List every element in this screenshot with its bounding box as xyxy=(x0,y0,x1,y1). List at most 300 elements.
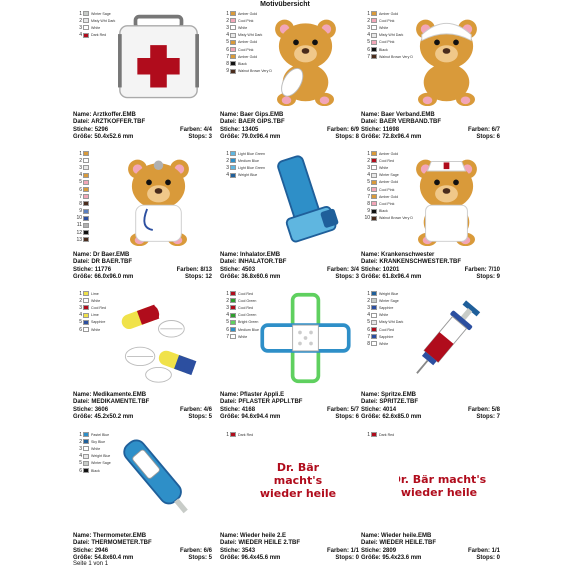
design-card xyxy=(73,431,216,563)
color-number: 9 xyxy=(79,208,82,215)
color-name: Sapphire xyxy=(379,305,394,310)
stitches-line: Stiche: 3606 Farben: 4/6 xyxy=(73,406,212,413)
color-name: Cool Pink xyxy=(379,18,395,23)
color-count: 3/4 xyxy=(350,266,359,273)
size-line: Größe: 94.6x94.4 mm Stops: 6 xyxy=(220,413,359,420)
file-line: Datei: SPRITZE.TBF xyxy=(361,399,419,406)
design-info xyxy=(220,533,363,562)
color-name: Light Blue Green xyxy=(238,165,265,170)
embroidery-text-line: Dr. Bär macht's xyxy=(399,473,487,486)
color-box xyxy=(83,223,89,228)
design-size: 66.0x96.0 mm xyxy=(94,273,134,280)
color-name: Cool Pink xyxy=(238,18,254,23)
color-number: 10 xyxy=(76,215,82,222)
color-swatch-row xyxy=(73,215,91,222)
color-box xyxy=(230,298,236,303)
color-swatch-row xyxy=(220,431,253,438)
color-name: Cool Pink xyxy=(238,47,254,52)
design-preview xyxy=(399,12,504,112)
color-count: 4/6 xyxy=(203,406,212,413)
color-number: 11 xyxy=(76,222,82,229)
design-size: 45.2x50.2 mm xyxy=(94,413,134,420)
color-number: 3 xyxy=(226,304,229,311)
color-swatch-row xyxy=(73,319,106,326)
design-preview xyxy=(111,433,216,533)
color-number: 3 xyxy=(367,304,370,311)
color-box xyxy=(371,334,377,339)
color-swatch-row xyxy=(73,17,115,24)
color-swatch-row xyxy=(73,10,115,17)
embroidery-text-line: macht's xyxy=(273,474,323,487)
color-swatch-row xyxy=(73,445,111,452)
embroidery-text-line: Dr. Bär xyxy=(276,461,320,474)
color-name: Sapphire xyxy=(379,334,394,339)
color-box xyxy=(230,305,236,310)
color-box xyxy=(371,33,377,38)
color-number: 1 xyxy=(79,431,82,438)
color-box xyxy=(83,291,89,296)
color-number: 3 xyxy=(226,164,229,171)
color-swatch-row xyxy=(73,467,111,474)
color-name: Amber Gold xyxy=(238,40,258,45)
file-line: Datei: WIEDER HEILE 2.TBF xyxy=(220,540,301,547)
stitches-line: Stiche: 3543 Farben: 1/1 xyxy=(220,547,359,554)
color-name: Amber Gold xyxy=(379,180,399,185)
color-count: 6/9 xyxy=(350,126,359,133)
size-line: Größe: 61.8x96.4 mm Stops: 9 xyxy=(361,273,500,280)
stitch-count: 5296 xyxy=(94,126,109,133)
color-count: 5/8 xyxy=(491,406,500,413)
design-preview xyxy=(258,433,363,533)
color-name: Medium Blue xyxy=(238,158,259,163)
design-size: 50.4x52.6 mm xyxy=(94,133,134,140)
color-name: Bright Green xyxy=(238,320,259,325)
color-name: Misty Wht Dark xyxy=(379,320,404,325)
color-number: 4 xyxy=(226,312,229,319)
color-number: 1 xyxy=(79,10,82,17)
design-info xyxy=(220,112,363,141)
file-name: WIEDER HEILE.TBF xyxy=(379,540,437,547)
design-size: 54.8x60.4 mm xyxy=(94,554,134,561)
color-number: 3 xyxy=(367,24,370,31)
design-info xyxy=(73,252,216,281)
color-name: Dark Red xyxy=(238,432,254,437)
color-box xyxy=(83,194,89,199)
file-line: Datei: PFLASTER APPLI.TBF xyxy=(220,399,303,406)
design-name: Dr Baer.EMB xyxy=(93,252,130,258)
color-name: Walnut Brown Very D xyxy=(379,54,414,59)
file-line: Datei: KRANKENSCHWESTER.TBF xyxy=(361,259,462,266)
stitch-count: 13405 xyxy=(241,126,259,133)
color-list xyxy=(73,150,91,243)
color-number: 3 xyxy=(79,445,82,452)
name-line: Name: Baer Verband.EMB xyxy=(361,112,435,118)
name-line: Name: Spritze.EMB xyxy=(361,392,417,398)
color-name: Winter Sage xyxy=(379,173,399,178)
design-info xyxy=(73,392,216,421)
color-number: 9 xyxy=(367,208,370,215)
color-box xyxy=(83,454,89,459)
color-swatch-row xyxy=(361,304,403,311)
color-box xyxy=(83,298,89,303)
color-box xyxy=(371,180,377,185)
color-swatch-row xyxy=(220,312,259,319)
color-number: 6 xyxy=(79,186,82,193)
color-name: Walnut Brown Very D xyxy=(379,216,414,221)
color-box xyxy=(83,187,89,192)
design-card xyxy=(361,150,504,282)
color-number: 5 xyxy=(367,39,370,46)
color-swatch-row xyxy=(361,312,403,319)
color-box xyxy=(371,305,377,310)
color-number: 5 xyxy=(367,179,370,186)
color-box xyxy=(371,201,377,206)
color-number: 2 xyxy=(367,17,370,24)
design-preview xyxy=(111,12,216,112)
stitch-count: 4168 xyxy=(241,406,256,413)
color-box xyxy=(83,201,89,206)
color-box xyxy=(371,40,377,45)
stitches-line: Stiche: 2946 Farben: 6/6 xyxy=(73,547,212,554)
color-box xyxy=(83,180,89,185)
color-name: Cool Green xyxy=(238,298,257,303)
color-count: 8/13 xyxy=(200,266,212,273)
name-line: Name: Medikamente.EMB xyxy=(73,392,147,398)
size-line: Größe: 45.2x50.2 mm Stops: 5 xyxy=(73,413,212,420)
color-number: 13 xyxy=(76,236,82,243)
color-number: 8 xyxy=(367,200,370,207)
color-number: 5 xyxy=(79,319,82,326)
size-line: Größe: 72.8x96.4 mm Stops: 6 xyxy=(361,133,500,140)
design-preview xyxy=(111,292,216,392)
color-number: 5 xyxy=(226,319,229,326)
color-box xyxy=(371,432,377,437)
color-number: 6 xyxy=(79,467,82,474)
color-number: 1 xyxy=(367,290,370,297)
design-preview xyxy=(111,152,216,252)
color-name: Cool Pink xyxy=(379,40,395,45)
stitch-count: 10201 xyxy=(382,266,400,273)
color-swatch-row xyxy=(220,319,259,326)
color-number: 4 xyxy=(367,312,370,319)
color-number: 2 xyxy=(226,17,229,24)
color-name: Cool Pink xyxy=(379,187,395,192)
color-name: White xyxy=(379,341,389,346)
file-name: THERMOMETER.TBF xyxy=(91,540,152,547)
color-name: Black xyxy=(379,47,388,52)
color-number: 4 xyxy=(367,172,370,179)
color-box xyxy=(371,194,377,199)
design-info xyxy=(361,392,504,421)
stitch-count: 3543 xyxy=(241,547,256,554)
color-box xyxy=(371,25,377,30)
stitches-line: Stiche: 10201 Farben: 7/10 xyxy=(361,266,500,273)
stitches-line: Stiche: 13405 Farben: 6/9 xyxy=(220,126,359,133)
color-number: 7 xyxy=(367,53,370,60)
color-number: 9 xyxy=(226,68,229,75)
design-preview xyxy=(399,292,504,392)
file-name: WIEDER HEILE 2.TBF xyxy=(238,540,301,547)
color-name: Sapphire xyxy=(91,320,106,325)
design-name: Baer Gips.EMB xyxy=(240,112,284,118)
name-line: Name: Baer Gips.EMB xyxy=(220,112,284,118)
color-box xyxy=(230,18,236,23)
color-number: 2 xyxy=(79,438,82,445)
color-number: 3 xyxy=(79,164,82,171)
color-number: 4 xyxy=(367,32,370,39)
design-size: 62.6x85.0 mm xyxy=(382,413,422,420)
color-name: Winter Sage xyxy=(91,11,111,16)
color-box xyxy=(83,18,89,23)
color-number: 6 xyxy=(367,46,370,53)
color-box xyxy=(371,11,377,16)
color-number: 1 xyxy=(226,290,229,297)
color-number: 1 xyxy=(226,10,229,17)
color-name: Winter Sage xyxy=(91,461,111,466)
color-swatch-row xyxy=(220,326,259,333)
color-number: 7 xyxy=(226,53,229,60)
color-box xyxy=(371,341,377,346)
file-line: Datei: MEDIKAMENTE.TBF xyxy=(73,399,150,406)
color-box xyxy=(230,313,236,318)
design-card xyxy=(220,431,363,563)
color-number: 7 xyxy=(79,193,82,200)
stitch-count: 11698 xyxy=(382,126,400,133)
color-box xyxy=(371,54,377,59)
color-swatch-row xyxy=(73,326,106,333)
stitch-count: 2946 xyxy=(94,547,109,554)
name-line: Name: Wieder heile.EMB xyxy=(361,533,432,539)
color-number: 8 xyxy=(226,60,229,67)
color-name: Weight Blue xyxy=(91,454,111,459)
color-box xyxy=(371,291,377,296)
color-number: 3 xyxy=(79,24,82,31)
color-box xyxy=(371,216,377,221)
color-name: Amber Gold xyxy=(379,11,399,16)
color-box xyxy=(83,173,89,178)
color-count: 5/7 xyxy=(350,406,359,413)
color-list xyxy=(220,431,253,438)
file-line: Datei: DR BAER.TBF xyxy=(73,259,133,266)
design-name: Medikamente.EMB xyxy=(93,392,147,398)
color-name: Amber Gold xyxy=(238,11,258,16)
color-box xyxy=(83,468,89,473)
color-number: 7 xyxy=(226,333,229,340)
color-box xyxy=(371,298,377,303)
color-name: Cool Pink xyxy=(379,201,395,206)
color-name: White xyxy=(379,165,389,170)
file-name: INHALATOR.TBF xyxy=(238,259,287,266)
color-box xyxy=(230,69,236,74)
color-swatch-row xyxy=(73,172,91,179)
file-line: Datei: ARZTKOFFER.TBF xyxy=(73,119,146,126)
color-box xyxy=(230,291,236,296)
color-swatch-row xyxy=(73,312,106,319)
color-swatch-row xyxy=(73,236,91,243)
name-line: Name: Thermometer.EMB xyxy=(73,533,147,539)
color-count: 4/4 xyxy=(203,126,212,133)
color-number: 5 xyxy=(79,179,82,186)
color-box xyxy=(230,40,236,45)
color-swatch-row xyxy=(73,438,111,445)
color-number: 8 xyxy=(79,200,82,207)
color-swatch-row xyxy=(73,157,91,164)
design-info xyxy=(361,252,504,281)
stitch-count: 11776 xyxy=(94,266,112,273)
color-number: 12 xyxy=(76,229,82,236)
color-box xyxy=(83,151,89,156)
color-box xyxy=(230,158,236,163)
file-line: Datei: INHALATOR.TBF xyxy=(220,259,287,266)
file-name: ARZTKOFFER.TBF xyxy=(91,119,146,126)
design-card xyxy=(220,290,363,422)
stitch-count: 2809 xyxy=(382,547,397,554)
design-info xyxy=(73,112,216,141)
embroidery-text-line: wieder heile xyxy=(400,486,478,499)
size-line: Größe: 95.4x23.6 mm Stops: 0 xyxy=(361,554,500,561)
color-name: White xyxy=(379,25,389,30)
color-number: 2 xyxy=(79,17,82,24)
stop-count: 6 xyxy=(355,413,359,420)
color-box xyxy=(371,320,377,325)
color-name: White xyxy=(238,334,248,339)
file-name: DR BAER.TBF xyxy=(91,259,133,266)
color-box xyxy=(230,54,236,59)
color-name: White xyxy=(91,327,101,332)
stop-count: 5 xyxy=(208,554,212,561)
color-swatch-row xyxy=(73,460,111,467)
color-swatch-row xyxy=(73,32,115,39)
color-box xyxy=(230,47,236,52)
design-preview xyxy=(258,12,363,112)
color-number: 10 xyxy=(364,215,370,222)
color-box xyxy=(83,320,89,325)
color-swatch-row xyxy=(361,431,394,438)
color-name: Amber Gold xyxy=(379,151,399,156)
design-name: Thermometer.EMB xyxy=(93,533,147,539)
color-swatch-row xyxy=(361,290,403,297)
color-box xyxy=(83,11,89,16)
color-number: 2 xyxy=(79,297,82,304)
file-name: BAER VERBAND.TBF xyxy=(379,119,442,126)
color-box xyxy=(230,11,236,16)
color-name: Misty Wht Dark xyxy=(238,33,263,38)
color-number: 5 xyxy=(226,39,229,46)
size-line: Größe: 36.8x60.6 mm Stops: 3 xyxy=(220,273,359,280)
color-name: White xyxy=(238,25,248,30)
design-size: 96.4x45.6 mm xyxy=(241,554,281,561)
color-number: 8 xyxy=(367,340,370,347)
design-preview xyxy=(258,152,363,252)
design-card xyxy=(361,431,504,563)
color-swatch-row xyxy=(220,297,259,304)
color-number: 7 xyxy=(367,193,370,200)
color-swatch-row xyxy=(73,24,115,31)
name-line: Name: Pflaster Appli.E xyxy=(220,392,285,398)
color-name: Cool Red xyxy=(238,291,253,296)
color-name: Black xyxy=(379,209,388,214)
color-number: 4 xyxy=(79,312,82,319)
stop-count: 8 xyxy=(355,133,359,140)
design-card xyxy=(73,290,216,422)
color-name: Winter Sage xyxy=(379,298,399,303)
color-swatch-row xyxy=(73,297,106,304)
color-number: 1 xyxy=(226,431,229,438)
color-swatch-row xyxy=(220,333,259,340)
color-number: 1 xyxy=(367,10,370,17)
color-list xyxy=(220,290,259,340)
stop-count: 12 xyxy=(205,273,212,280)
stitches-line: Stiche: 4503 Farben: 3/4 xyxy=(220,266,359,273)
color-number: 1 xyxy=(367,431,370,438)
color-number: 2 xyxy=(367,157,370,164)
design-info xyxy=(73,533,216,562)
file-name: MEDIKAMENTE.TBF xyxy=(91,399,150,406)
color-box xyxy=(230,327,236,332)
color-count: 6/6 xyxy=(203,547,212,554)
color-swatch-row xyxy=(73,200,91,207)
color-swatch-row xyxy=(73,222,91,229)
color-box xyxy=(371,151,377,156)
name-line: Name: Inhalator.EMB xyxy=(220,252,281,258)
stitch-count: 4503 xyxy=(241,266,256,273)
color-box xyxy=(230,320,236,325)
color-number: 6 xyxy=(367,186,370,193)
design-card xyxy=(361,10,504,142)
color-number: 4 xyxy=(226,32,229,39)
color-count: 1/1 xyxy=(350,547,359,554)
color-number: 3 xyxy=(226,24,229,31)
stitches-line: Stiche: 2809 Farben: 1/1 xyxy=(361,547,500,554)
file-name: PFLASTER APPLI.TBF xyxy=(238,399,303,406)
color-number: 3 xyxy=(79,304,82,311)
color-name: Amber Gold xyxy=(379,194,399,199)
design-info xyxy=(220,392,363,421)
design-name: Pflaster Appli.E xyxy=(240,392,285,398)
stop-count: 3 xyxy=(208,133,212,140)
name-line: Name: Arztkoffer.EMB xyxy=(73,112,136,118)
page-title: Motivübersicht xyxy=(260,1,310,8)
color-name: Dark Red xyxy=(379,432,395,437)
color-number: 5 xyxy=(367,319,370,326)
color-swatch-row xyxy=(361,326,403,333)
design-size: 61.8x96.4 mm xyxy=(382,273,422,280)
color-number: 4 xyxy=(79,172,82,179)
design-size: 95.4x23.6 mm xyxy=(382,554,422,561)
size-line: Größe: 62.6x85.0 mm Stops: 7 xyxy=(361,413,500,420)
color-name: Dark Red xyxy=(91,33,107,38)
color-number: 6 xyxy=(79,326,82,333)
color-number: 2 xyxy=(79,157,82,164)
color-name: Lime xyxy=(91,291,99,296)
size-line: Größe: 66.0x96.0 mm Stops: 12 xyxy=(73,273,212,280)
color-swatch-row xyxy=(73,431,111,438)
color-number: 1 xyxy=(226,150,229,157)
color-swatch-row xyxy=(361,333,403,340)
file-line: Datei: THERMOMETER.TBF xyxy=(73,540,152,547)
stop-count: 6 xyxy=(496,133,500,140)
color-box xyxy=(83,216,89,221)
color-box xyxy=(83,446,89,451)
color-number: 1 xyxy=(367,150,370,157)
stitch-count: 3606 xyxy=(94,406,109,413)
color-box xyxy=(83,165,89,170)
design-name: Spritze.EMB xyxy=(381,392,417,398)
page-footer: Seite 1 von 1 xyxy=(73,561,109,567)
color-box xyxy=(83,25,89,30)
color-number: 2 xyxy=(226,297,229,304)
name-line: Name: Wieder heile 2.E xyxy=(220,533,286,539)
